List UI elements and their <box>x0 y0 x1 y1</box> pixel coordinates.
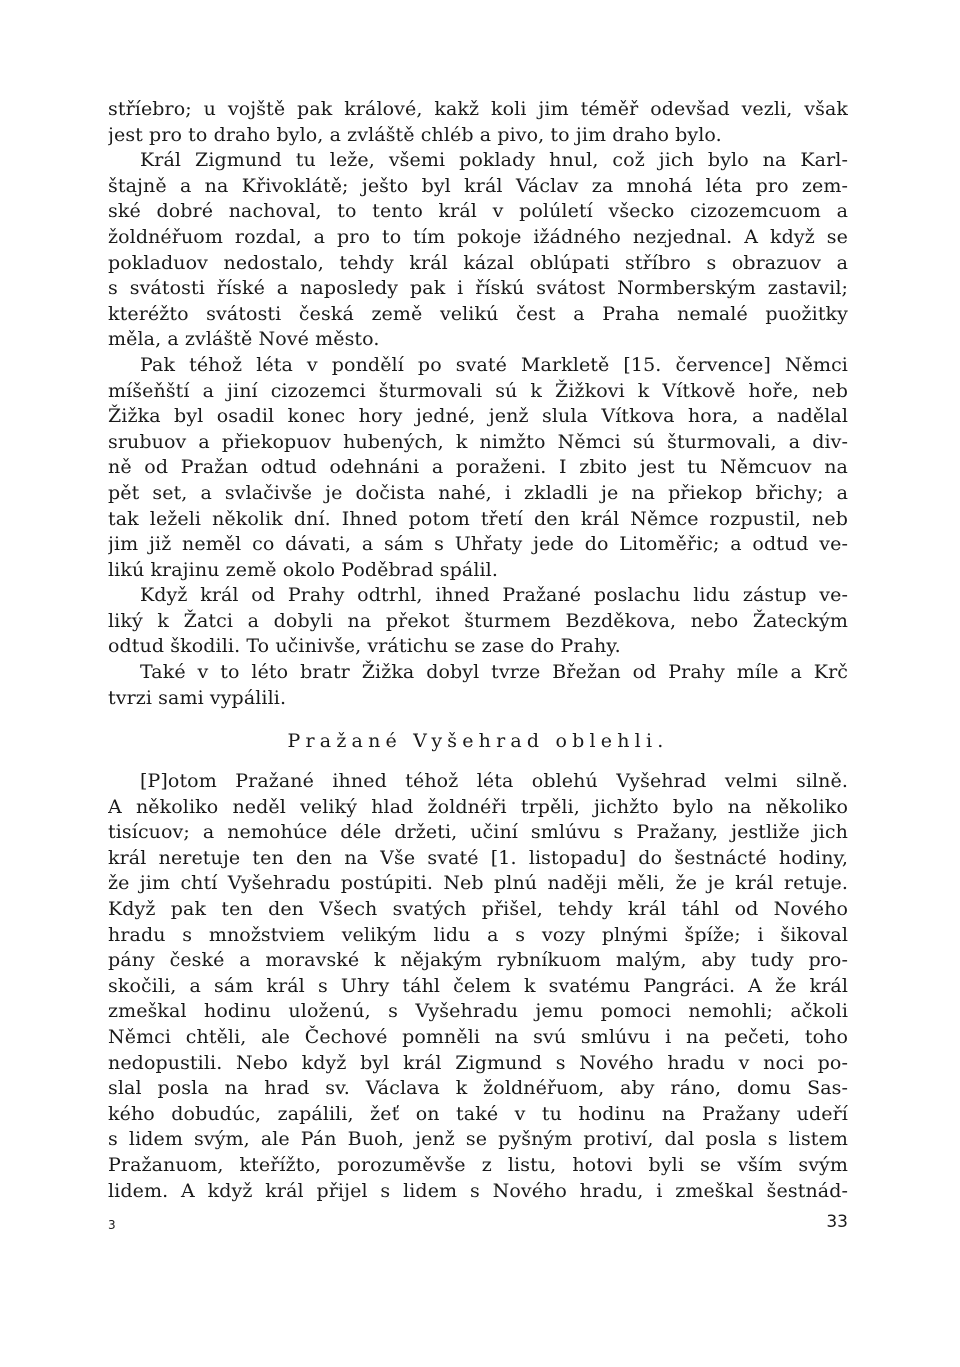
text-block-upper <box>108 97 848 711</box>
text-line: srubuov a přiekopuov hubených, k nimžto Němci sú šturmovali, a div- <box>108 430 848 453</box>
text-line: liký k Žatci a dobyli na překot šturmem Bezděkova, nebo Žateckým <box>108 609 848 632</box>
text-line: Když pak ten den Všech svatých přišel, tehdy král táhl od Nového <box>108 897 848 920</box>
text-line: ské dobré nachoval, to tento král v polúletí všecko cizozemcuom a <box>108 200 848 223</box>
text-line: žoldnéřuom rozdal, a pro to tím pokoje ižádného nezjednal. A když se <box>108 225 848 248</box>
text-line: kteréžto svátosti česká země velikú čest a Praha nemalé puožitky <box>108 302 848 325</box>
text-line: stříebro; u vojště pak králové, kakž koli jim téměř odevšad vezli, však <box>108 98 848 120</box>
text-line: Němci chtěli, ale Čechové pomněli na svú smlúvu i na pečeti, toho <box>108 1025 848 1048</box>
text-line: nedopustili. Nebo když byl král Zigmund s Nového hradu v noci po- <box>108 1051 848 1074</box>
text-line: král neretuje ten den na Vše svaté [1. listopadu] do šestnácté hodiny, <box>108 846 848 869</box>
text-line: s svátosti říské a naposledy pak i řískú svátost Normberským zastavil; <box>108 277 848 300</box>
text-line: Když král od Prahy odtrhl, ihned Pražané poslachu lidu zástup ve- <box>140 584 848 607</box>
text-block-lower <box>108 769 848 1204</box>
text-line: pány české a moravské k nějakým rybníkuom malým, aby tudy pro- <box>108 949 848 972</box>
text-line: Král Zigmund tu leže, všemi poklady hnul, což jich bylo na Karl- <box>140 149 848 172</box>
text-line: likú krajinu země okolo Poděbrad spálil. <box>108 558 498 581</box>
page-number: 33 <box>826 1212 848 1232</box>
text-line: slal posla na hrad sv. Václava k žoldnéřuom, aby ráno, domu Sas- <box>108 1077 848 1100</box>
text-line: Pražanuom, kteřížto, porozuměvše z listu, hotovi byli se vším svým <box>108 1153 848 1176</box>
text-line: že jim chtí Vyšehradu postúpiti. Neb plnú naději měli, že je král retuje. <box>108 872 848 895</box>
text-line: skočili, a sám král s Uhry táhl čelem k svatému Pangráci. A že král <box>108 974 848 997</box>
text-line: odtud škodili. To učinivše, vrátichu se zase do Prahy. <box>108 635 621 658</box>
text-line: jim již neměl co dávati, a sám s Uhřaty jede do Litoměřic; a odtud ve- <box>108 533 848 556</box>
text-line: štajně a na Křivoklátě; ješto byl král Václav za mnohá léta pro zem- <box>108 174 848 197</box>
text-line: Také v to léto bratr Žižka dobyl tvrze Břežan od Prahy míle a Krč <box>140 661 848 684</box>
text-line: Pak téhož léta v pondělí po svaté Markletě [15. července] Němci <box>140 353 848 376</box>
text-line: pokladuov nedostalo, tehdy král kázal oblúpati stříbro s obrazuov a <box>108 251 848 274</box>
text-line: míšeňští a jiní cizozemci šturmovali sú k Žižkovi k Vítkově hoře, neb <box>108 379 848 402</box>
text-line: zmeškal hodinu uloženú, s Vyšehradu jemu pomoci nemohli; ačkoli <box>108 1000 848 1023</box>
text-line: Žižka byl osadil konec hory jedné, jenž slula Vítkova hora, a nadělal <box>108 405 848 428</box>
text-line: A několiko neděl veliký hlad žoldnéři trpěli, jichžto bylo na několiko <box>108 795 848 818</box>
text-line: jest pro to draho bylo, a zvláště chléb a pivo, to jim draho bylo. <box>108 123 722 146</box>
text-line: hradu s množstviem velikým lidu a s vozy plnými špíže; i šikoval <box>108 923 848 946</box>
text-line: lidem. A když král přijel s lidem s Nového hradu, i zmeškal šestnád- <box>108 1179 848 1202</box>
text-line: tak leželi několik dní. Ihned potom třetí den král Němce rozpustil, neb <box>108 507 848 530</box>
text-line: tisícuov; a nemohúce déle držeti, učiní smlúvu s Pražany, jestliže jich <box>108 821 848 844</box>
text-line: pět set, a svlačivše je dočista nahé, i zkladli je na přiekop břichy; a <box>108 481 848 504</box>
text-line: [P]otom Pražané ihned téhož léta oblehú Vyšehrad velmi silně. <box>140 770 848 792</box>
text-line: kého dobudúc, zapálili, žeť on také v tu hodinu na Pražany udeří <box>108 1102 848 1125</box>
text-line: tvrzi sami vypálili. <box>108 686 287 709</box>
text-line: ně od Pražan odtud odehnáni a poraženi. I zbito jest tu Němcuov na <box>108 456 848 479</box>
printer-signature-mark: 3 <box>108 1218 116 1232</box>
section-heading: Pražané Vyšehrad oblehli. <box>287 730 669 752</box>
text-line: měla, a zvláště Nové město. <box>108 328 380 351</box>
text-line: s lidem svým, ale Pán Buoh, jenž se pyšným protiví, dal posla s listem <box>108 1128 848 1151</box>
